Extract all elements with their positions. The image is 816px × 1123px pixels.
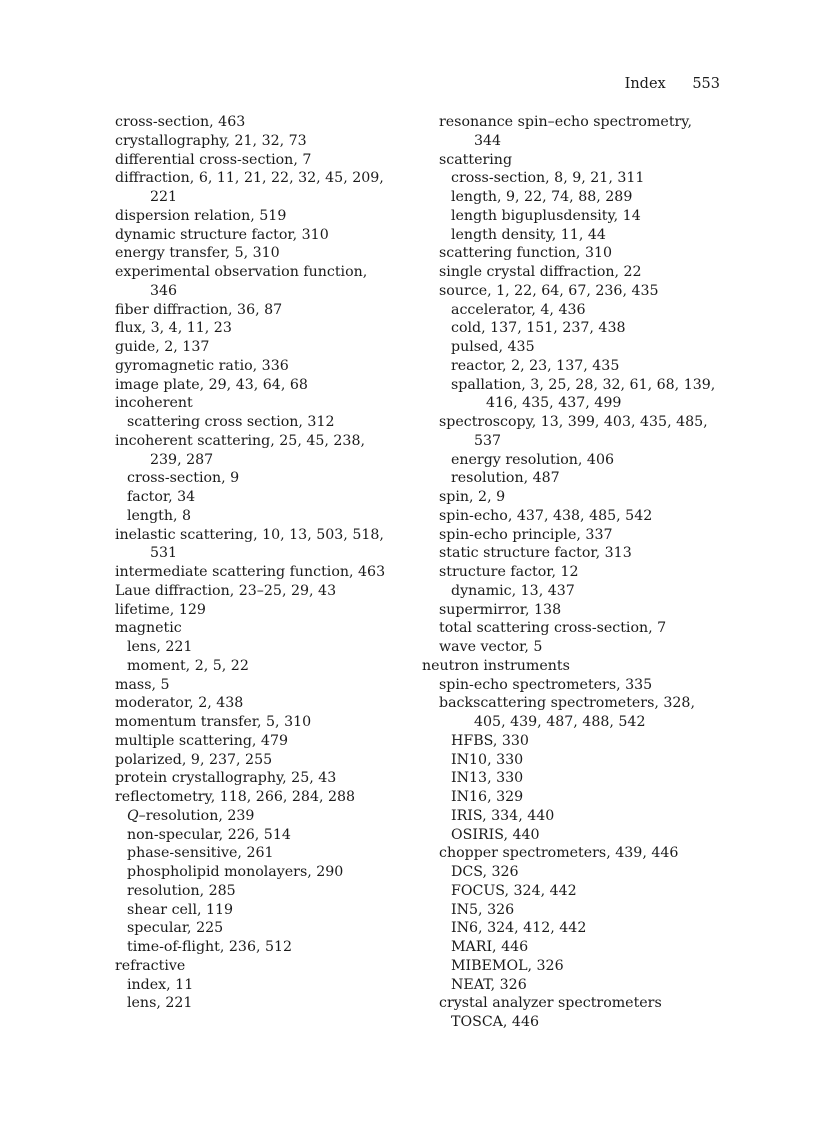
index-entry [422,263,732,282]
index-entry-text: pulsed, 435 [451,339,535,355]
index-entry [422,188,732,207]
index-entry-text: HFBS, 330 [451,732,529,749]
index-entry-text: NEAT, 326 [451,976,527,993]
index-entry-text: source, 1, 22, 64, 67, 236, 435 [439,282,659,299]
index-entry [422,319,732,338]
index-entry [115,207,405,226]
index-entry [422,282,732,301]
index-entry [115,957,405,976]
index-entry [422,638,732,657]
index-entry-text: inelastic scattering, 10, 13, 503, 518, [115,526,384,543]
index-entry-text: intermediate scattering function, 463 [115,564,386,580]
index-entry-text: factor, 34 [127,489,196,505]
index-entry-text: spin-echo, 437, 438, 485, 542 [439,507,653,524]
index-entry [422,751,732,770]
index-entry-text: resonance spin–echo spectrometry, [439,114,692,130]
index-entry-text: experimental observation function, [115,264,368,280]
index-entry-text: 537 [474,432,502,449]
index-entry [115,769,405,788]
index-entry [115,826,405,845]
index-entry-continuation [115,544,405,563]
index-entry-text: IN13, 330 [451,770,524,787]
index-entry [115,319,405,338]
index-entry [422,469,732,488]
index-entry-text: refractive [115,957,186,974]
index-entry [422,676,732,695]
index-entry [115,713,405,732]
index-entry-text: lens, 221 [127,639,193,655]
index-entry [422,226,732,245]
index-entry [422,526,732,545]
index-entry-text: polarized, 9, 237, 255 [115,751,273,768]
index-entry-text: single crystal diffraction, 22 [439,264,642,280]
index-entry-text: dispersion relation, 519 [115,207,287,224]
index-entry-text: phase-sensitive, 261 [127,845,274,862]
index-entry [115,132,405,151]
index-entry [115,563,405,582]
index-entry [115,638,405,657]
index-entry [422,882,732,901]
index-entry [115,151,405,170]
index-entry-text: protein crystallography, 25, 43 [115,770,337,787]
index-entry-text: reflectometry, 118, 266, 284, 288 [115,789,356,805]
index-entry [115,994,405,1013]
index-entry [422,488,732,507]
index-entry-text: shear cell, 119 [127,901,234,918]
index-entry-text: 239, 287 [150,451,214,468]
index-entry-text: neutron instruments [422,657,570,674]
index-entry [115,507,405,526]
index-entry-text: momentum transfer, 5, 310 [115,714,312,730]
index-entry [422,769,732,788]
header-section-title: Index [624,76,666,92]
index-entry-text: incoherent scattering, 25, 45, 238, [115,432,365,449]
index-entry [115,694,405,713]
index-entry [422,826,732,845]
index-entry [422,657,732,676]
index-entry-text: specular, 225 [127,920,224,937]
index-entry [115,169,405,188]
index-entry [422,207,732,226]
index-entry [115,432,405,451]
index-entry-text: cross-section, 8, 9, 21, 311 [451,170,645,187]
index-entry-text: IN5, 326 [451,901,515,918]
index-entry-text: spin-echo spectrometers, 335 [439,676,653,693]
index-entry-text: flux, 3, 4, 11, 23 [115,320,232,337]
index-entry-text: spectroscopy, 13, 399, 403, 435, 485, [439,414,708,430]
index-entry-text: moderator, 2, 438 [115,695,244,712]
index-entry-text: 416, 435, 437, 499 [486,395,622,412]
index-entry-text: reactor, 2, 23, 137, 435 [451,357,620,374]
index-entry-continuation [115,282,405,301]
index-entry-text: cross-section, 9 [127,470,240,487]
index-entry-text: IN10, 330 [451,751,524,768]
index-entry-text: spin, 2, 9 [439,489,506,505]
index-entry-text: energy transfer, 5, 310 [115,245,280,262]
index-entry-text: magnetic [115,620,182,637]
index-entry [115,394,405,413]
index-entry-text: 405, 439, 487, 488, 542 [474,714,646,730]
index-entry-text: length biguplusdensity, 14 [451,207,641,224]
index-entry-text: cold, 137, 151, 237, 438 [451,320,626,337]
index-entry [422,788,732,807]
index-entry-continuation [115,188,405,207]
index-entry-text: IN16, 329 [451,789,524,805]
index-entry-text: structure factor, 12 [439,564,579,580]
index-entry [115,807,405,826]
index-entry [422,582,732,601]
index-entry [115,301,405,320]
index-entry-text: crystallography, 21, 32, 73 [115,132,307,149]
index-entry [115,469,405,488]
index-entry [422,732,732,751]
page-number: 553 [692,76,720,92]
index-entry-text: gyromagnetic ratio, 336 [115,357,289,374]
index-entry-text: incoherent [115,395,193,412]
index-entry-text: multiple scattering, 479 [115,732,289,749]
index-entry-text: –resolution, 239 [138,807,255,824]
index-entry [115,263,405,282]
index-entry-text: energy resolution, 406 [451,451,615,468]
index-entry [115,357,405,376]
index-entry [422,919,732,938]
index-entry-text: DCS, 326 [451,864,519,880]
index-entry-text: backscattering spectrometers, 328, [439,695,695,712]
index-entry [115,526,405,545]
index-entry-text: spallation, 3, 25, 28, 32, 61, 68, 139, [451,376,716,393]
running-header [625,74,720,94]
index-entry [422,694,732,713]
index-entry [422,451,732,470]
index-entry-text: FOCUS, 324, 442 [451,882,577,899]
index-entry-text: MIBEMOL, 326 [451,957,564,974]
index-entry [115,338,405,357]
index-entry [422,376,732,395]
index-entry [422,507,732,526]
index-entry-text: lifetime, 129 [115,601,206,618]
index-entry [115,938,405,957]
index-entry-text: length density, 11, 44 [451,226,606,243]
index-entry-text: differential cross-section, 7 [115,151,312,168]
index-entry [422,544,732,563]
index-entry [422,413,732,432]
index-entry [115,226,405,245]
index-entry [115,619,405,638]
index-entry [115,376,405,395]
index-entry-text: fiber diffraction, 36, 87 [115,301,283,318]
index-entry-continuation [422,432,732,451]
index-entry-text: spin-echo principle, 337 [439,526,613,543]
index-entry [115,919,405,938]
index-column-right [422,113,732,1032]
index-entry [115,582,405,601]
index-entry [422,863,732,882]
index-entry [115,751,405,770]
index-entry [422,563,732,582]
index-entry-continuation [422,394,732,413]
index-entry-text: length, 8 [127,507,192,524]
index-entry-text: phospholipid monolayers, 290 [127,864,344,880]
index-column-left [115,113,405,1013]
index-entry [115,488,405,507]
index-entry [115,976,405,995]
index-entry-text: non-specular, 226, 514 [127,826,291,843]
index-entry-text: cross-section, 463 [115,114,246,130]
index-entry-text: accelerator, 4, 436 [451,301,586,318]
index-entry-text: crystal analyzer spectrometers [439,995,662,1012]
index-entry-text: length, 9, 22, 74, 88, 289 [451,189,633,205]
index-entry [422,151,732,170]
index-entry-text: static structure factor, 313 [439,545,632,562]
index-entry-text: scattering cross section, 312 [127,414,335,430]
index-entry [422,844,732,863]
index-entry [422,357,732,376]
index-entry [422,169,732,188]
index-entry-text: MARI, 446 [451,939,529,955]
index-entry-text: TOSCA, 446 [451,1014,540,1030]
index-entry-text: 221 [150,189,178,205]
index-entry-text: Laue diffraction, 23–25, 29, 43 [115,582,337,599]
index-entry-text: image plate, 29, 43, 64, 68 [115,376,308,393]
index-entry [422,113,732,132]
index-entry [115,601,405,620]
index-entry [115,657,405,676]
index-entry [422,338,732,357]
index-entry-text: lens, 221 [127,995,193,1012]
index-entry-text: 531 [150,545,178,562]
index-entry [422,301,732,320]
index-entry-text: mass, 5 [115,676,170,693]
index-entry [115,882,405,901]
index-entry-text: resolution, 487 [451,470,560,487]
index-entry [115,901,405,920]
index-entry-text: 346 [150,282,178,299]
index-entry-text: moment, 2, 5, 22 [127,657,249,674]
index-entry [422,938,732,957]
index-entry-text: OSIRIS, 440 [451,826,540,843]
index-entry [115,732,405,751]
index-entry-continuation [422,132,732,151]
index-entry-text: chopper spectrometers, 439, 446 [439,845,679,862]
index-entry-text: time-of-flight, 236, 512 [127,939,293,955]
index-entry-text: resolution, 285 [127,882,236,899]
index-entry-text: index, 11 [127,976,194,993]
index-entry [422,994,732,1013]
index-entry-text: scattering function, 310 [439,245,613,262]
index-entry [422,244,732,263]
index-entry [422,1013,732,1032]
index-entry-text: IRIS, 334, 440 [451,807,555,824]
index-entry-continuation [422,713,732,732]
index-entry-text: total scattering cross-section, 7 [439,620,667,637]
index-entry-text: dynamic structure factor, 310 [115,226,329,243]
index-entry [422,807,732,826]
index-entry [115,413,405,432]
index-entry-text: IN6, 324, 412, 442 [451,920,587,937]
index-entry-text: guide, 2, 137 [115,339,210,355]
index-entry-continuation [115,451,405,470]
index-entry [422,619,732,638]
index-entry [422,957,732,976]
index-entry-text: dynamic, 13, 437 [451,582,575,599]
index-entry-symbol: Q [127,807,139,824]
index-entry [115,244,405,263]
index-entry [115,863,405,882]
index-entry-text: supermirror, 138 [439,601,562,618]
index-entry [115,676,405,695]
index-entry [115,113,405,132]
index-entry-text: scattering [439,151,513,168]
index-entry [422,901,732,920]
index-entry-text: diffraction, 6, 11, 21, 22, 32, 45, 209, [115,170,384,187]
index-entry-text: 344 [474,132,502,149]
index-entry-text: wave vector, 5 [439,639,543,655]
index-entry [115,788,405,807]
index-entry [422,976,732,995]
index-entry [115,844,405,863]
index-entry [422,601,732,620]
